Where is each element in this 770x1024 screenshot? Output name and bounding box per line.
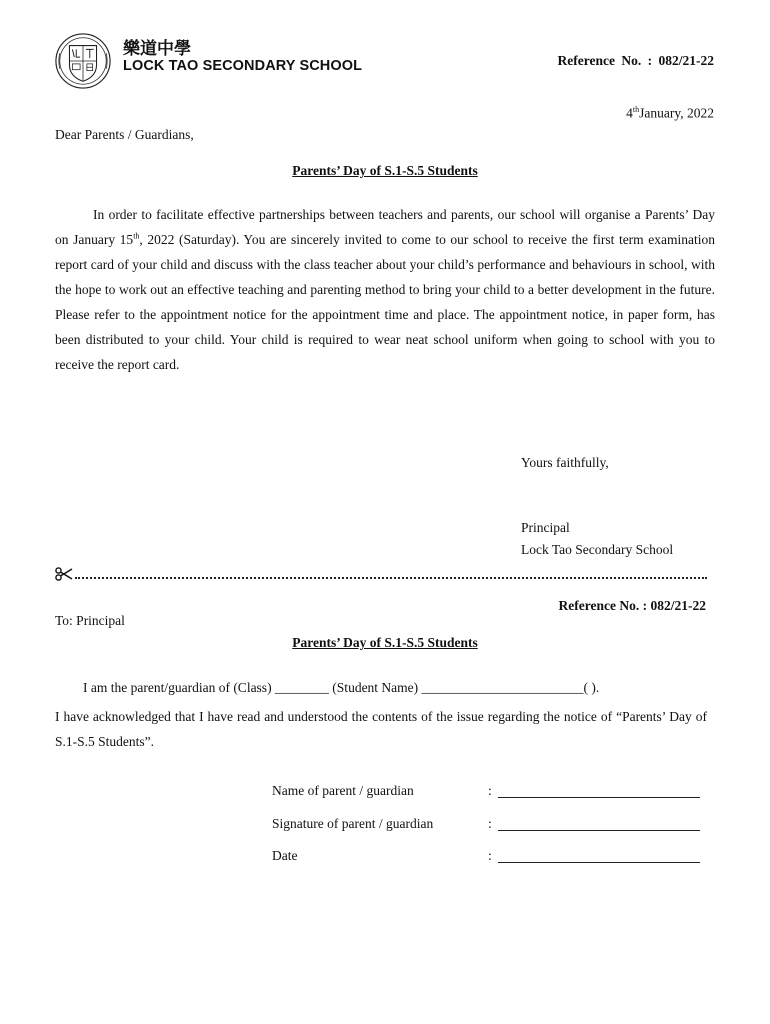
school-name-chinese: 樂道中學: [123, 39, 191, 59]
letter-date: [626, 105, 714, 122]
cut-line: [55, 567, 707, 587]
reply-addressee: To: Principal: [55, 613, 125, 628]
body-part-1: In order to facilitate effective partnerships between teachers and parents, our school will organise a Parents’ Day on January 15: [55, 207, 715, 247]
signature-blank[interactable]: [498, 830, 700, 831]
scissors-icon: [55, 567, 73, 581]
school-name-english: LOCK TAO SECONDARY SCHOOL: [123, 58, 363, 74]
field-colon: :: [488, 783, 492, 798]
date-suffix: th: [632, 105, 640, 114]
date-rest: January, 2022: [639, 105, 714, 121]
body-part-2: , 2022 (Saturday). You are sincerely invited to come to our school to receive the first term examination report card of your child and discuss with the class teacher about your child’s performance and behaviours in school, with the hope to work out an effective teaching and parenting method to bring your child to a better development in the future. Please refer to the appointment notice for the appointment time and place. The appointment notice, in paper form, has been distributed to your child. Your child is required to wear neat school uniform when going to school with you to receive the report card.: [55, 232, 716, 372]
acknowledgement-class-line: I am the parent/guardian of (Class) ________ (Student Name) ________________________( ).: [83, 680, 600, 695]
parent-name-blank[interactable]: [498, 797, 700, 798]
reply-title: Parents’ Day of S.1-S.5 Students: [292, 635, 478, 650]
letter-body: [55, 202, 715, 377]
field-label-parent-name: Name of parent / guardian: [272, 783, 414, 798]
salutation: Dear Parents / Guardians,: [55, 127, 194, 142]
dotted-cut-line: [75, 577, 707, 579]
body-sup: th: [133, 231, 140, 241]
reference-number: Reference No. : 082/21-22: [557, 53, 714, 68]
field-colon: :: [488, 816, 492, 831]
field-colon: :: [488, 848, 492, 863]
field-label-signature: Signature of parent / guardian: [272, 816, 434, 831]
reply-reference-number: Reference No. : 082/21-22: [558, 598, 706, 613]
date-day: 4: [626, 105, 633, 121]
field-label-date: Date: [272, 848, 298, 863]
letter-closing: Yours faithfully,: [521, 455, 609, 470]
form-row-date: [272, 848, 702, 868]
form-row-parent-name: [272, 783, 702, 803]
acknowledgement-statement: I have acknowledged that I have read and understood the contents of the issue regarding the notice of “Parents’ Day of S.1-S.5 Students”.: [55, 709, 707, 749]
date-blank[interactable]: [498, 862, 700, 863]
school-crest-logo: [54, 32, 112, 90]
signatory-title: Principal: [521, 520, 570, 535]
form-row-signature: [272, 816, 702, 836]
letter-title: Parents’ Day of S.1-S.5 Students: [292, 163, 478, 178]
signatory-school: Lock Tao Secondary School: [521, 542, 674, 557]
